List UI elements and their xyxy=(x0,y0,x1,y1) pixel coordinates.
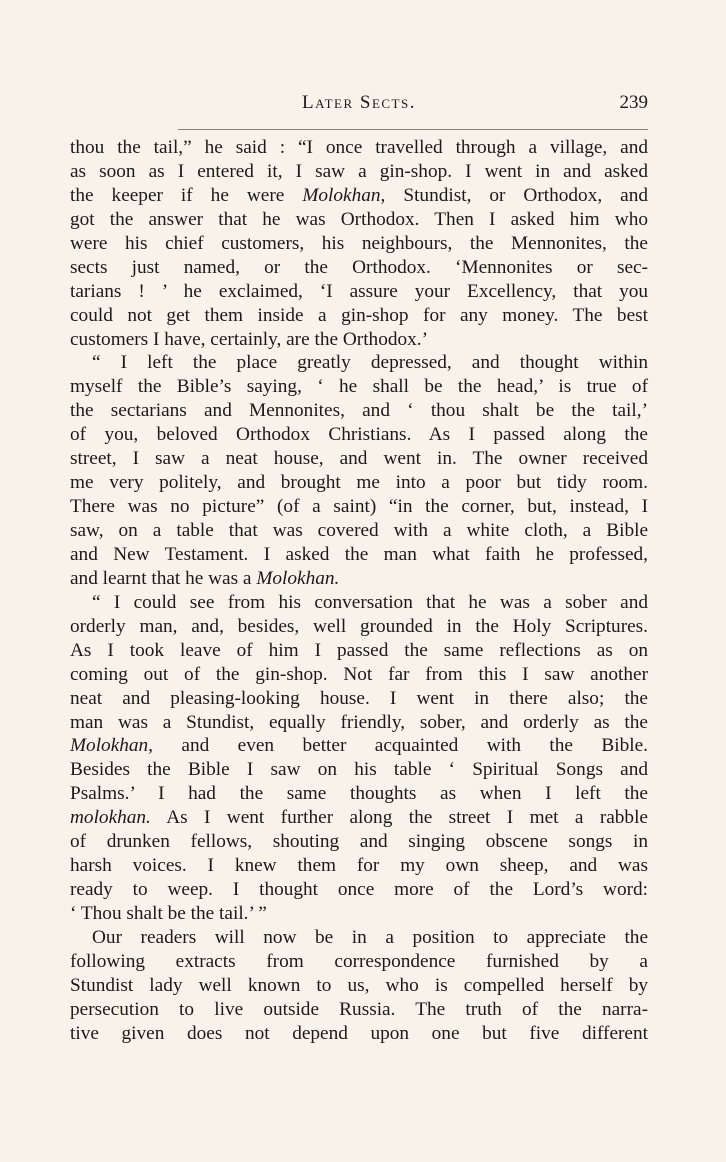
text-line: As I took leave of him I passed the same reflections as on xyxy=(70,639,648,661)
text-line: orderly man, and, besides, well grounded in the Holy Scriptures. xyxy=(70,615,648,637)
text-line: were his chief customers, his neighbours, the Mennonites, the xyxy=(70,232,648,254)
text-line: saw, on a table that was covered with a white cloth, a Bible xyxy=(70,520,648,541)
running-title: Later Sects. xyxy=(302,92,416,113)
text-line: customers I have, certainly, are the Orthodox.’ xyxy=(70,328,428,350)
text-line: and learnt that he was a Molokhan. xyxy=(70,567,340,589)
body-text xyxy=(70,136,648,1046)
text-line: got the answer that he was Orthodox. Then I asked him who xyxy=(70,208,648,230)
text-line: neat and pleasing-looking house. I went in there also; the xyxy=(70,687,648,709)
text-line: coming out of the gin-shop. Not far from this I saw another xyxy=(70,663,648,685)
text-line: molokhan. As I went further along the street I met a rabble xyxy=(70,807,648,829)
text-line: harsh voices. I knew them for my own sheep, and was xyxy=(70,855,648,877)
text-line: of you, beloved Orthodox Christians. As I passed along the xyxy=(70,424,648,446)
text-line: Psalms.’ I had the same thoughts as when I left the xyxy=(70,783,648,805)
text-line: “ I left the place greatly depressed, and thought within xyxy=(92,352,648,374)
text-line: sects just named, or the Orthodox. ‘Mennonites or sec- xyxy=(70,256,648,278)
text-line: Our readers will now be in a position to appreciate the xyxy=(92,926,648,948)
text-line: and New Testament. I asked the man what faith he professed, xyxy=(70,543,648,565)
text-line: tarians ! ’ he exclaimed, ‘I assure your Excellency, that you xyxy=(70,280,648,302)
text-line: the keeper if he were Molokhan, Stundist, or Orthodox, and xyxy=(70,184,648,206)
text-line: Stundist lady well known to us, who is compelled herself by xyxy=(70,974,648,996)
text-line: the sectarians and Mennonites, and ‘ thou shalt be the tail,’ xyxy=(70,400,648,422)
text-line: of drunken fellows, shouting and singing obscene songs in xyxy=(70,831,648,853)
header-rule xyxy=(178,129,648,130)
text-line: ready to weep. I thought once more of the Lord’s word: xyxy=(70,879,648,901)
text-line: could not get them inside a gin-shop for any money. The best xyxy=(70,304,648,326)
text-line: following extracts from correspondence furnished by a xyxy=(70,950,648,972)
text-line: man was a Stundist, equally friendly, sober, and orderly as the xyxy=(70,711,648,733)
text-line: persecution to live outside Russia. The truth of the narra- xyxy=(70,998,648,1020)
text-line: me very politely, and brought me into a poor but tidy room. xyxy=(70,472,648,494)
text-line: thou the tail,” he said : “I once travelled through a village, and xyxy=(70,137,648,158)
text-line: ‘ Thou shalt be the tail.’ ” xyxy=(70,903,267,924)
text-line: There was no picture” (of a saint) “in the corner, but, instead, I xyxy=(70,496,648,518)
text-line: Besides the Bible I saw on his table ‘ Spiritual Songs and xyxy=(70,759,648,781)
text-line: “ I could see from his conversation that he was a sober and xyxy=(92,591,648,613)
page-number: 239 xyxy=(619,92,648,113)
text-line: myself the Bible’s saying, ‘ he shall be the head,’ is true of xyxy=(70,376,648,398)
text-line: Molokhan, and even better acquainted with the Bible. xyxy=(70,735,648,757)
text-line: street, I saw a neat house, and went in. The owner received xyxy=(70,448,648,470)
text-line: as soon as I entered it, I saw a gin-shop. I went in and asked xyxy=(70,160,648,182)
running-head xyxy=(70,92,648,122)
text-line: tive given does not depend upon one but five different xyxy=(70,1022,648,1044)
